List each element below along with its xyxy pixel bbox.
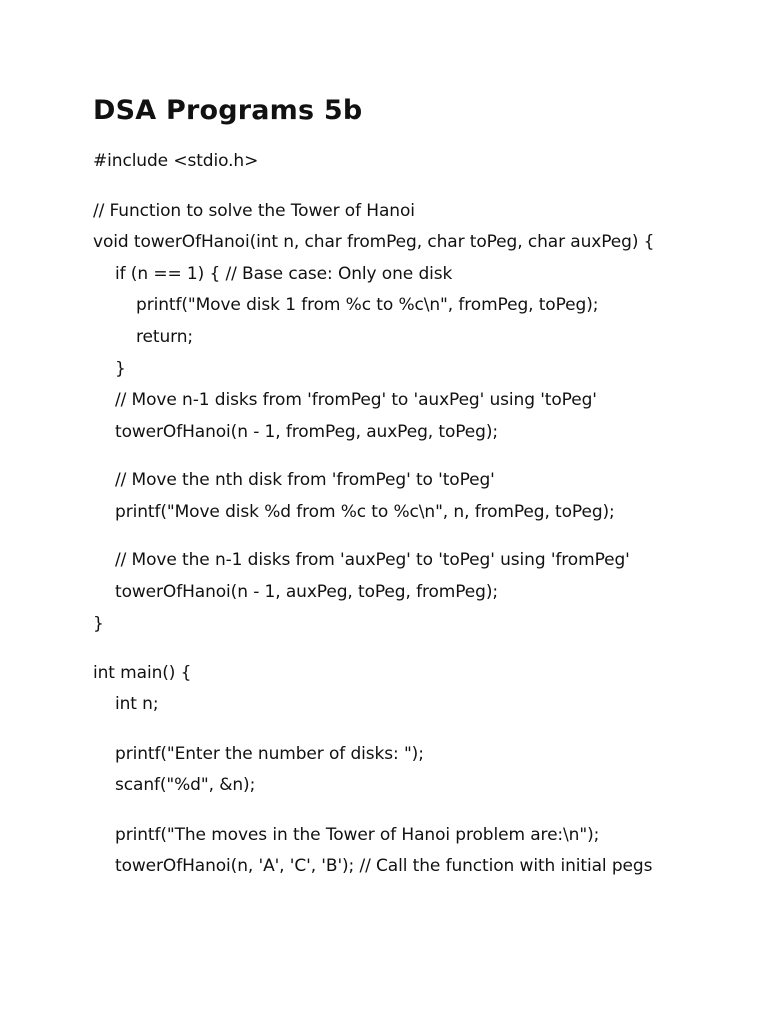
code-line: towerOfHanoi(n - 1, auxPeg, toPeg, fromPeg);: [115, 582, 498, 602]
code-line: int n;: [115, 694, 159, 714]
code-line: printf("The moves in the Tower of Hanoi problem are:\n");: [115, 825, 600, 845]
code-line: // Move the n-1 disks from 'auxPeg' to 'toPeg' using 'fromPeg': [115, 550, 630, 570]
code-line: towerOfHanoi(n - 1, fromPeg, auxPeg, toPeg);: [115, 422, 498, 442]
code-line: towerOfHanoi(n, 'A', 'C', 'B'); // Call the function with initial pegs: [115, 856, 653, 876]
code-block: [93, 0, 753, 1024]
code-line: // Move the nth disk from 'fromPeg' to 'toPeg': [115, 470, 495, 490]
code-line: int main() {: [93, 663, 192, 683]
code-line: }: [93, 614, 104, 634]
code-line: }: [115, 359, 126, 379]
code-line: void towerOfHanoi(int n, char fromPeg, char toPeg, char auxPeg) {: [93, 232, 655, 252]
code-line: scanf("%d", &n);: [115, 775, 256, 795]
code-line: printf("Move disk 1 from %c to %c\n", fromPeg, toPeg);: [136, 295, 599, 315]
code-line: // Function to solve the Tower of Hanoi: [93, 201, 415, 221]
code-line: printf("Enter the number of disks: ");: [115, 744, 424, 764]
code-line: return;: [136, 327, 194, 347]
code-line: #include <stdio.h>: [93, 151, 259, 171]
page-title: DSA Programs 5b: [93, 95, 363, 126]
code-line: printf("Move disk %d from %c to %c\n", n, fromPeg, toPeg);: [115, 502, 615, 522]
code-line: // Move n-1 disks from 'fromPeg' to 'auxPeg' using 'toPeg': [115, 390, 597, 410]
code-line: if (n == 1) { // Base case: Only one disk: [115, 264, 453, 284]
